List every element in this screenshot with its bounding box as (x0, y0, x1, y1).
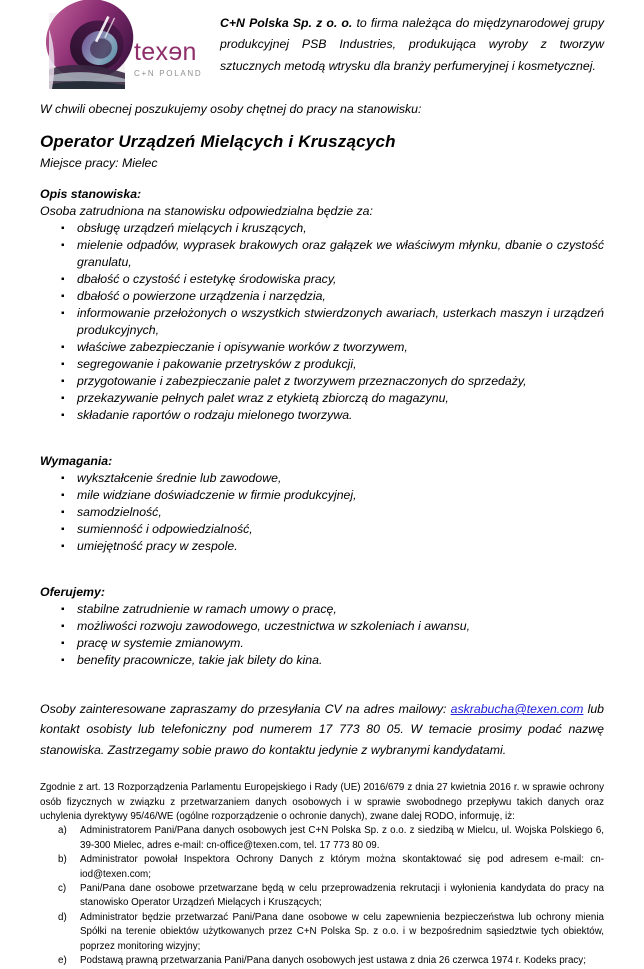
requirements-list (40, 470, 604, 555)
legal-item-text: Administrator powołał Inspektora Ochrony Danych z którym można skontaktować się pod adresem e-mail: cn-iod@texen.com; (80, 854, 604, 880)
contact-text-after: lub kontakt osobisty lub telefoniczny pod numerem 17 773 80 05. W temacie prosimy podać nazwę stanowiska. Zastrzegamy sobie prawo do kontaktu jedynie z wybranymi kandydatami. (40, 702, 605, 757)
list-item: ▪ mile widziane doświadczenie w firmie produkcyjnej, (40, 487, 604, 504)
section-offer (40, 584, 604, 669)
legal-notice (40, 781, 604, 968)
texen-wordmark (134, 40, 220, 65)
legal-item (40, 824, 604, 853)
legal-item-marker: b) (58, 854, 67, 866)
legal-intro: Zgodnie z art. 13 Rozporządzenia Parlamentu Europejskiego i Rady (UE) 2016/679 z dnia 27 kwietnia 2016 r. w sprawie ochrony osób fizycznych w związku z przetwarzaniem danych osobowych i w sprawie swobodnego przepływu takich danych oraz uchylenia dyrektywy 95/46/WE (ogólne rozporządzenie o ochronie danych), zwane dalej RODO, informuję, iż: (40, 782, 604, 823)
list-item: ▪ informowanie przełożonych o wszystkich stwierdzonych awariach, usterkach maszyn i urządzeń produkcyjnych, (40, 305, 604, 339)
legal-item-marker: a) (58, 825, 67, 837)
legal-item (40, 853, 604, 882)
legal-item-text: Administrator będzie przetwarzać Pani/Pana dane osobowe w celu zapewnienia bezpieczeństwa lub ochrony mienia Spółki na terenie obiektów użytkowanych przez C+N Polska Sp. z o.o. i w bezpośrednim sąsiedztwie tych obiektów, poprzez monitoring wizyjny; (80, 911, 604, 952)
list-item: ▪ pracę w systemie zmianowym. (40, 635, 604, 652)
list-item: ▪ sumienność i odpowiedzialność, (40, 521, 604, 538)
email-link[interactable]: askrabucha@texen.com (450, 702, 584, 716)
legal-item-marker: e) (58, 955, 67, 967)
job-title: Operator Urządzeń Mielących i Kruszących (40, 132, 396, 151)
logo-text-block (125, 13, 220, 89)
list-item: ▪ stabilne zatrudnienie w ramach umowy o pracę, (40, 601, 604, 618)
list-item: ▪ przekazywanie pełnych palet wraz z etykietą zbiorczą do magazynu, (40, 390, 604, 407)
company-logo (40, 13, 220, 89)
list-item: ▪ obsługę urządzeń mielących i kruszących, (40, 220, 604, 237)
list-item: ▪ samodzielność, (40, 504, 604, 521)
section-heading: Wymagania: (40, 454, 113, 468)
company-intro-text: to firma należąca do międzynarodowej grupy produkcyjnej PSB Industries, produkująca wyroby z tworzyw sztucznych metodą wtrysku dla branży perfumeryjnej i kosmetycznej. (220, 16, 604, 73)
section-lead: Osoba zatrudniona na stanowisku odpowiedzialna będzie za: (40, 204, 373, 218)
wordmark-suffix: n (182, 38, 197, 66)
list-item: ▪ wykształcenie średnie lub zawodowe, (40, 470, 604, 487)
legal-item-marker: d) (58, 911, 67, 923)
section-heading: Opis stanowiska: (40, 187, 142, 201)
legal-item (40, 954, 604, 968)
list-item: ▪ benefity pracownicze, takie jak bilety do kina. (40, 652, 604, 669)
list-item: ▪ składanie raportów o rodzaju mielonego tworzywa. (40, 407, 604, 424)
texen-logo-image (49, 13, 125, 89)
section-job-description (40, 186, 604, 424)
offer-list (40, 601, 604, 669)
opening-line: W chwili obecnej poszukujemy osoby chętnej do pracy na stanowisku: (40, 102, 422, 116)
company-intro-paragraph (220, 13, 604, 77)
section-heading: Oferujemy: (40, 585, 105, 599)
contact-text-before: Osoby zainteresowane zapraszamy do przesyłania CV na adres mailowy: (40, 702, 451, 716)
legal-item (40, 911, 604, 954)
list-item: ▪ segregowanie i pakowanie przetrysków z produkcji, (40, 356, 604, 373)
job-duties-list (40, 220, 604, 424)
list-item: ▪ umiejętność pracy w zespole. (40, 538, 604, 555)
list-item: ▪ możliwości rozwoju zawodowego, uczestnictwa w szkoleniach i awansu, (40, 618, 604, 635)
list-item: ▪ przygotowanie i zabezpieczanie palet z tworzywem przeznaczonych do sprzedaży, (40, 373, 604, 390)
legal-item-text: Administratorem Pani/Pana danych osobowych jest C+N Polska Sp. z o.o. z siedzibą w Mielcu, ul. Wojska Polskiego 6, 39-300 Mielec, adres e-mail: cn-office@texen.com, tel. 17 773 80 09. (80, 825, 604, 851)
wordmark-reversed-e: e (168, 38, 183, 66)
list-item: ▪ dbałość o czystość i estetykę środowiska pracy, (40, 271, 604, 288)
legal-item-text: Pani/Pana dane osobowe przetwarzane będą w celu przeprowadzenia rekrutacji i wyłonienia kandydata do pracy na stanowisko Operator Urządzeń Mielących i Kruszących; (80, 883, 604, 909)
list-item: ▪ mielenie odpadów, wyprasek brakowych oraz gałązek we właściwym młynku, dbanie o czystość granulatu, (40, 237, 604, 271)
section-requirements (40, 453, 604, 555)
wordmark-prefix: tex (134, 38, 169, 66)
list-item: ▪ dbałość o powierzone urządzenia i narzędzia, (40, 288, 604, 305)
legal-item-text: Podstawą prawną przetwarzania Pani/Pana danych osobowych jest ustawa z dnia 26 czerwca 1974 r. Kodeks pracy; (80, 955, 586, 967)
job-location: Miejsce pracy: Mielec (40, 156, 158, 170)
legal-item-marker: c) (58, 883, 67, 895)
company-name: C+N Polska Sp. z o. o. (220, 16, 353, 30)
contact-paragraph (40, 699, 604, 760)
legal-item (40, 882, 604, 911)
logo-subtitle: C+N POLAND (134, 69, 203, 78)
document-header (40, 13, 604, 89)
list-item: ▪ właściwe zabezpieczanie i opisywanie worków z tworzywem, (40, 339, 604, 356)
